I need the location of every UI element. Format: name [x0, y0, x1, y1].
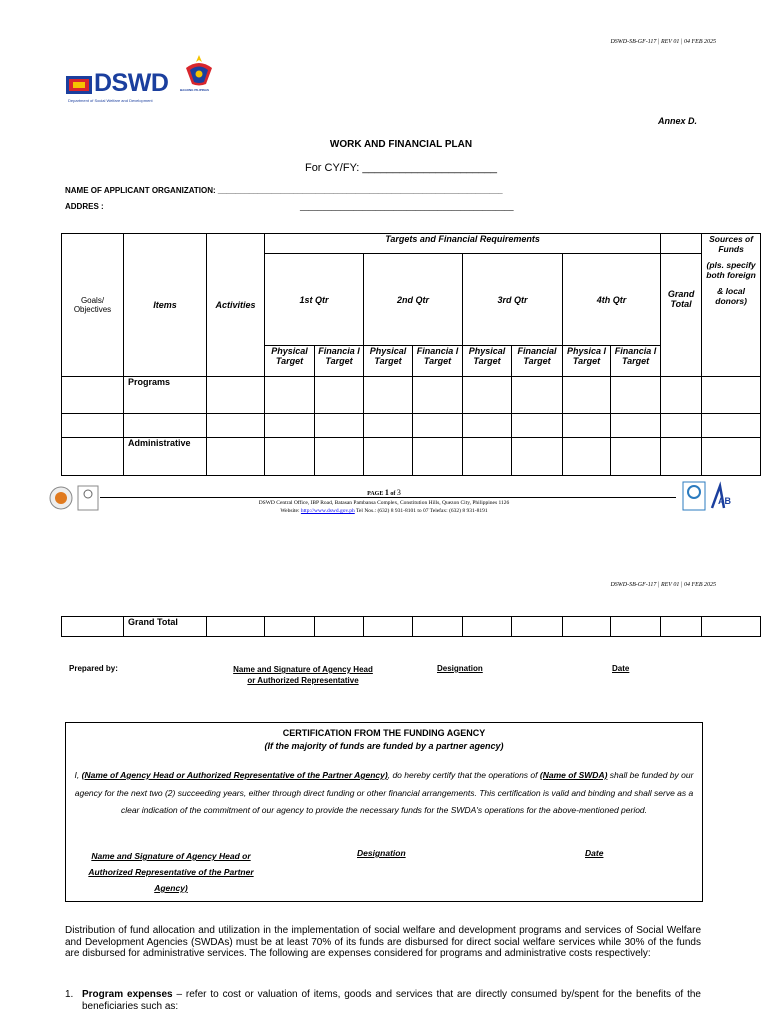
fund-distribution-paragraph: Distribution of fund allocation and utilization in the implementation of social welfare and development programs and services of Social Welfare and Development Agencies (SWDAs) must be at least 70% of its funds are disbursed for direct social welfare services while 30% of the funds are disbursed for administrative services. The following are expenses considered for programs and administrative costs respectively: [65, 925, 701, 959]
website-label: Website: [280, 508, 300, 514]
table-cell[interactable] [661, 438, 702, 476]
table-cell[interactable] [62, 438, 124, 476]
sources-title: Sources of Funds [709, 234, 754, 254]
table-cell[interactable] [207, 377, 265, 414]
table-cell[interactable] [207, 438, 265, 476]
table-cell[interactable] [702, 617, 761, 637]
logo-subtitle: Department of Social Welfare and Development [68, 98, 153, 103]
table-cell[interactable] [702, 377, 761, 414]
table-cell[interactable] [661, 617, 702, 637]
table-cell[interactable] [611, 414, 661, 438]
table-cell[interactable] [62, 414, 124, 438]
list-description: – refer to cost or valuation of items, goods and services that are directly consumed by/spent for the benefits of the beneficiaries such as: [82, 989, 701, 1012]
bagong-pilipinas-seal [180, 54, 218, 92]
table-cell[interactable] [124, 414, 207, 438]
table-cell[interactable] [563, 617, 611, 637]
table-cell[interactable] [702, 438, 761, 476]
telephone: Tel Nos.: (632) 8 931-8101 to 07 Telefax: (632) 8 931-8191 [356, 508, 488, 514]
q2-header: 2nd Qtr [364, 254, 463, 346]
table-cell[interactable] [563, 438, 611, 476]
table-cell[interactable] [207, 414, 265, 438]
footer-rule [100, 497, 676, 498]
cert-text-4: This certification is valid and binding and shall serve as a clear indication of the commitment of our agency to provide the necessary funds for the SWDA's operations for the above-mentioned period. [120, 787, 694, 815]
table-cell[interactable] [413, 414, 463, 438]
cy-fy-line: For CY/FY: ______________________ [304, 162, 498, 174]
q1-financial-target: Financia l Target [315, 346, 364, 377]
form-title: WORK AND FINANCIAL PLAN [329, 139, 473, 150]
targets-header: Targets and Financial Requirements [265, 234, 661, 254]
cert-date-label: Date [585, 848, 604, 858]
seal-icon [180, 54, 218, 88]
table-cell[interactable] [512, 377, 563, 414]
table-row [62, 414, 761, 438]
cert-agency-name: (Name of Agency Head or Authorized Representative of the Partner Agency) [81, 770, 388, 780]
table-cell[interactable] [463, 377, 512, 414]
page-total: 3 [396, 488, 401, 497]
certification-title: CERTIFICATION FROM THE FUNDING AGENCY [282, 728, 486, 738]
work-financial-plan-table [61, 233, 761, 476]
table-cell[interactable] [413, 438, 463, 476]
sources-header [702, 234, 761, 377]
org-name-field[interactable]: NAME OF APPLICANT ORGANIZATION: ________________________________________________________________ [65, 186, 503, 195]
table-cell[interactable] [512, 438, 563, 476]
list-text [82, 989, 701, 1012]
iso-badge-right [682, 480, 734, 514]
dswd-logo [66, 70, 176, 106]
programs-label: Programs [124, 377, 207, 414]
address-label: ADDRES : [65, 202, 104, 211]
table-cell[interactable] [265, 438, 315, 476]
table-cell[interactable] [315, 414, 364, 438]
table-row [62, 617, 761, 637]
certification-box [65, 722, 703, 902]
administrative-label: Administrative [124, 438, 207, 476]
quality-badge-icon [682, 480, 734, 514]
grand-total-table [61, 616, 761, 637]
sources-note: (pls. specify both foreign [706, 260, 756, 280]
table-cell[interactable] [702, 414, 761, 438]
table-cell[interactable] [512, 617, 563, 637]
table-cell[interactable] [512, 414, 563, 438]
signature-label: Name and Signature of Agency Head or Authorized Representative [233, 665, 373, 685]
certification-subtitle: (If the majority of funds are funded by a partner agency) [264, 741, 504, 751]
q3-header: 3rd Qtr [463, 254, 563, 346]
table-cell[interactable] [661, 377, 702, 414]
footer-contact [0, 508, 768, 514]
document-code: DSWD-SB-GF-117 | REV 01 | 04 FEB 2025 [610, 39, 716, 45]
goals-header: Goals/ Objectives [62, 234, 124, 377]
address-field[interactable]: ________________________________________________ [300, 202, 514, 211]
table-row [62, 438, 761, 476]
table-cell[interactable] [413, 617, 463, 637]
table-cell[interactable] [62, 617, 124, 637]
page-label: PAGE [367, 491, 384, 497]
table-cell[interactable] [563, 377, 611, 414]
dswd-emblem-icon [66, 72, 92, 98]
logo-text: DSWD [94, 69, 169, 97]
table-cell[interactable] [364, 617, 413, 637]
seal-caption: BAGONG PILIPINAS [180, 88, 210, 92]
table-cell[interactable] [413, 377, 463, 414]
table-cell[interactable] [265, 414, 315, 438]
footer-address: DSWD Central Office, IBP Road, Batasan Pambansa Complex, Constitution Hills, Quezon City, Philippines 1126 [258, 500, 510, 506]
cert-text-3: shall be funded by our agency for the next two (2) succeeding years, either through direct funding or other financial arrangements. [74, 770, 694, 798]
cert-designation-label: Designation [357, 848, 406, 858]
table-cell[interactable] [463, 438, 512, 476]
list-term: Program expenses [82, 989, 173, 1000]
prepared-by-label: Prepared by: [69, 664, 118, 673]
items-header: Items [124, 234, 207, 377]
designation-label: Designation [437, 664, 483, 673]
table-cell[interactable] [315, 617, 364, 637]
table-cell[interactable] [62, 377, 124, 414]
table-row [62, 377, 761, 414]
q2-physical-target: Physical Target [364, 346, 413, 377]
empty-header [661, 234, 702, 254]
grand-total-header: Grand Total [661, 254, 702, 377]
list-number: 1. [65, 989, 74, 1000]
cert-swda-name: (Name of SWDA) [539, 770, 608, 780]
certification-statement [70, 767, 698, 820]
table-cell[interactable] [463, 414, 512, 438]
page-number: 1 [384, 488, 389, 497]
table-cell[interactable] [611, 617, 661, 637]
page-indicator [0, 488, 768, 497]
svg-text:AB: AB [718, 496, 731, 506]
q4-financial-target: Financia l Target [611, 346, 661, 377]
table-cell[interactable] [364, 377, 413, 414]
q1-header: 1st Qtr [265, 254, 364, 346]
annex-label: Annex D. [658, 116, 698, 126]
table-cell[interactable] [315, 438, 364, 476]
q4-header: 4th Qtr [563, 254, 661, 346]
q3-financial-target: Financial Target [512, 346, 563, 377]
table-cell[interactable] [315, 377, 364, 414]
table-cell[interactable] [661, 414, 702, 438]
list-item [65, 989, 701, 1012]
q3-physical-target: Physical Target [463, 346, 512, 377]
cert-text-2: , do hereby certify that the operations of [387, 770, 538, 780]
table-cell[interactable] [463, 617, 512, 637]
table-cell[interactable] [611, 438, 661, 476]
cert-signature-label: Name and Signature of Agency Head or Authorized Representative of the Partner Agency) [88, 851, 254, 893]
q2-financial-target: Financia l Target [413, 346, 463, 377]
website-link[interactable]: http://www.dswd.gov.ph [300, 508, 355, 514]
sources-note2: & local donors) [715, 286, 747, 306]
table-cell[interactable] [611, 377, 661, 414]
table-cell[interactable] [265, 377, 315, 414]
table-cell[interactable] [207, 617, 265, 637]
table-cell[interactable] [364, 438, 413, 476]
grand-total-label: Grand Total [124, 617, 207, 637]
table-cell[interactable] [265, 617, 315, 637]
table-cell[interactable] [563, 414, 611, 438]
page-of: of [390, 491, 396, 497]
q1-physical-target: Physical Target [265, 346, 315, 377]
q4-physical-target: Physica l Target [563, 346, 611, 377]
table-cell[interactable] [364, 414, 413, 438]
activities-header: Activities [207, 234, 265, 377]
date-label: Date [612, 664, 630, 673]
document-code-page2: DSWD-SB-GF-117 | REV 01 | 04 FEB 2025 [610, 582, 716, 588]
cert-text-1: I, [74, 770, 80, 780]
